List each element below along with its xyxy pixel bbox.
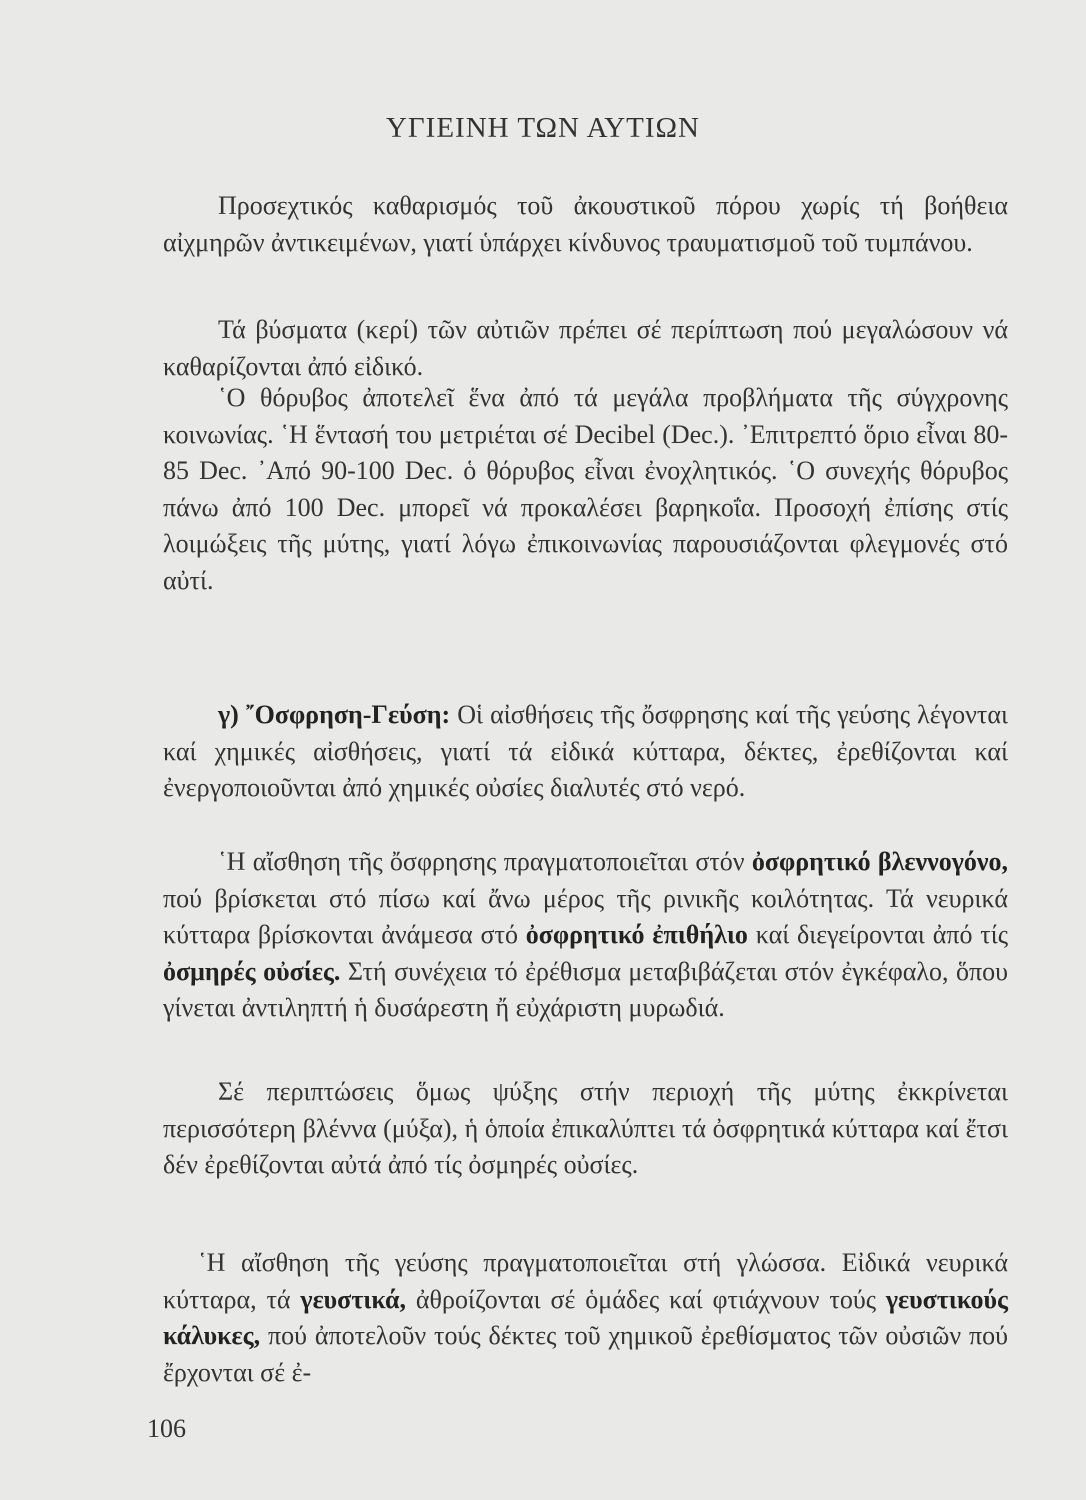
text-run: πού ἀποτελοῦν τούς δέκτες τοῦ χημικοῦ ἐρεθίσματος τῶν οὐσιῶν πού ἔρχονται σέ ἐ- — [163, 1321, 1008, 1387]
paragraph-cold: Σέ περιπτώσεις ὅμως ψύξης στήν περιοχή τῆς μύτης ἐκκρίνεται περισσότερη βλέννα (μύξα), ἡ ὁποία ἐπικαλύπτει τά ὀσφρητικά κύτταρα καί ἔτσι δέν ἐρεθίζονται αὐτά ἀπό τίς ὀσμηρές οὐσίες. — [163, 1077, 1008, 1180]
bold-term: ὀσφρητικό βλεννογόνο, — [751, 847, 1008, 876]
text-run: καί διεγείρονται ἀπό τίς — [747, 920, 1008, 950]
section-heading-smell-taste: γ) ῎Οσφρηση-Γεύση: — [218, 700, 451, 729]
paragraph-earwax: Τά βύσματα (κερί) τῶν αὐτιῶν πρέπει σέ περίπτωση πού μεγαλώσουν νά καθαρίζονται ἀπό εἰδικό. — [163, 315, 1008, 381]
paragraph-ear-cleaning: Προσεχτικός καθαρισμός τοῦ ἀκουστικοῦ πόρου χωρίς τή βοήθεια αἰχμηρῶν ἀντικειμένων, γιατί ὑπάρχει κίνδυνος τραυματισμοῦ τοῦ τυμπάνου. — [163, 191, 1008, 257]
paragraph-smell-taste-intro — [163, 697, 1008, 807]
bold-term: γευστικά, — [300, 1284, 407, 1314]
paragraph-text: Οἱ αἰσθήσεις τῆς ὄσφρησης καί τῆς γεύσης λέγονται καί χημικές αἰσθήσεις, γιατί τά εἰδικά κύτταρα, δέκτες, ἐρεθίζονται καί ἐνεργοποιοῦνται ἀπό χημικές οὐσίες διαλυτές στό νερό. — [163, 700, 1008, 803]
page-title: ΥΓΙΕΙΝΗ ΤΩΝ ΑΥΤΙΩΝ — [385, 112, 701, 144]
paragraph-taste — [163, 1245, 1008, 1391]
paragraph-noise: ῾Ο θόρυβος ἀποτελεῖ ἕνα ἀπό τά μεγάλα προβλήματα τῆς σύγχρονης κοινωνίας. ῾Η ἕντασή του μετριέται σέ Decibel (Dec.). ᾿Επιτρεπτό ὅριο εἶναι 80-85 Dec. ᾿Από 90-100 Dec. ὁ θόρυβος εἶναι ἐνοχλητικός. ῾Ο συνεχής θόρυβος πάνω ἀπό 100 Dec. μπορεῖ νά προκαλέσει βαρηκοΐα. Προσοχή ἐπίσης στίς λοιμώξεις τῆς μύτης, γιατί λόγω ἐπικοινωνίας παρουσιάζονται φλεγμονές στό αὐτί. — [163, 383, 1008, 595]
text-run: πού βρίσκεται στό πίσω καί ἄνω μέρος τῆς ρινικῆς κοιλότητας. Τά νευρικά κύτταρα βρίσκονται ἀνάμεσα στό — [163, 883, 1008, 950]
bold-term: ὀσφρητικό ἐπιθήλιο — [525, 920, 748, 950]
text-run: ῾Η αἴσθηση τῆς γεύσης πραγματοποιεῖται στή γλώσσα. Εἰδικά νευρικά κύτταρα, τά — [163, 1248, 1008, 1314]
text-run: ῾Η αἴσθηση τῆς ὄσφρησης πραγματοποιεῖται στόν — [218, 847, 752, 876]
page-number: 106 — [147, 1414, 186, 1443]
paragraph-smell — [163, 844, 1008, 1027]
text-run: Στή συνέχεια τό ἐρέθισμα μεταβιβάζεται στόν ἐγκέφαλο, ὅπου γίνεται ἀντιληπτή ἡ δυσάρεστη ἤ εὐχάριστη μυρωδιά. — [163, 956, 1009, 1023]
bold-term: γευστικούς κάλυκες, — [163, 1284, 1008, 1351]
text-run: ἀθροίζονται σέ ὁμάδες καί φτιάχνουν τούς — [406, 1284, 886, 1314]
bold-term: ὀσμηρές οὐσίες. — [163, 956, 341, 986]
